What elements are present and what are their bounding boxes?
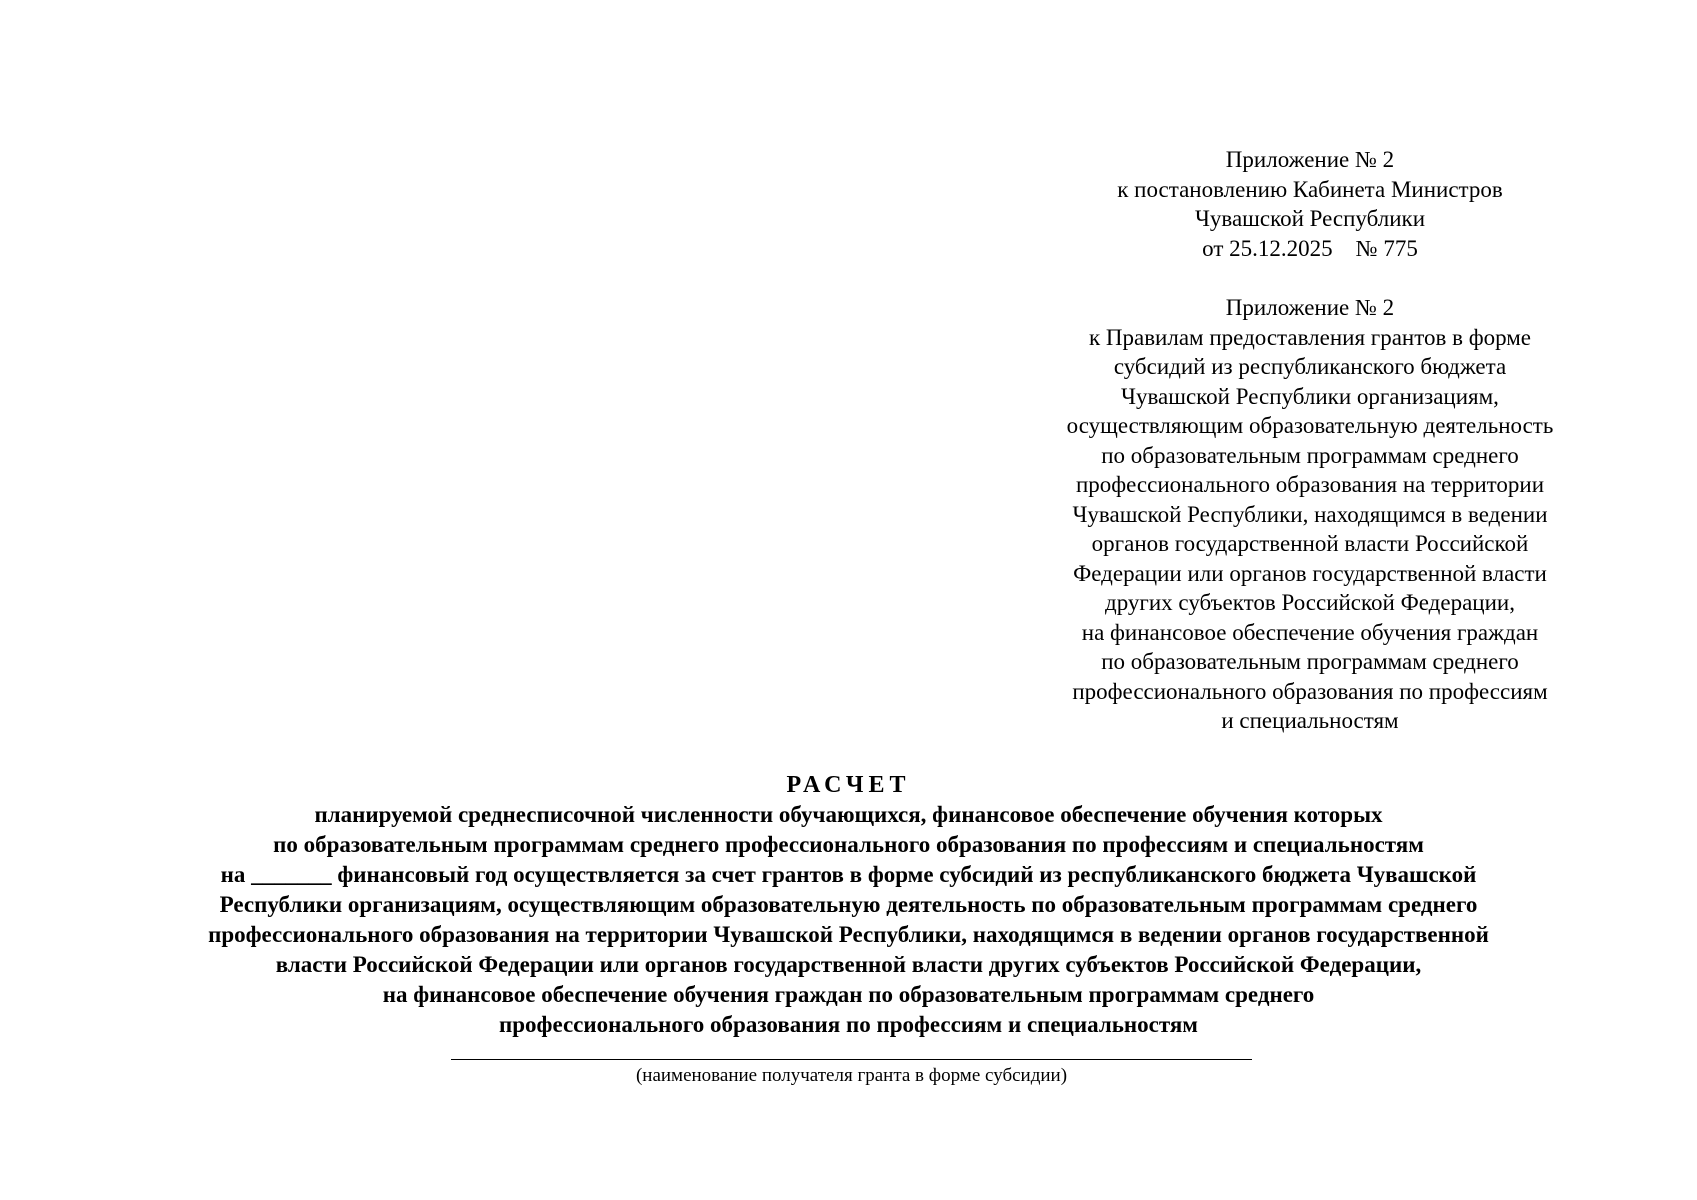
recipient-name-caption: (наименование получателя гранта в форме субсидии) (635, 1065, 1068, 1086)
appendix-resolution-line-3: Чувашской Республики (1194, 206, 1426, 231)
appendix-rules-line-3: субсидий из республиканского бюджета (1113, 354, 1507, 379)
appendix-rules-line-4: Чувашской Республики организациям, (1121, 383, 1499, 409)
appendix-rules-line-5: осуществляющим образовательную деятельность (1066, 413, 1554, 438)
appendix-rules-line-8: Чувашской Республики, находящимся в ведении (1072, 501, 1548, 527)
calculation-title-line-1: планируемой среднесписочной численности обучающихся, финансовое обеспечение обучения которых (314, 802, 1383, 827)
calculation-title-line-3: на _______ финансовый год осуществляется за счет грантов в форме субсидий из республиканского бюджета Чувашской (220, 862, 1477, 887)
calculation-title-line-8: профессионального образования по профессиям и специальностям (499, 1012, 1198, 1037)
appendix-rules-line-7: профессионального образования на территории (1075, 472, 1545, 497)
calculation-title-line-5: профессионального образования на территории Чувашской Республики, находящимся в ведении органов государственной (208, 922, 1489, 947)
calculation-title-line-7: на финансовое обеспечение обучения граждан по образовательным программам среднего (382, 982, 1315, 1007)
calculation-title-line-6: власти Российской Федерации или органов государственной власти других субъектов Российской Федерации, (275, 952, 1422, 977)
appendix-resolution-line-4: от 25.12.2025 № 775 (1202, 235, 1418, 261)
appendix-resolution-line-1: Приложение № 2 (1225, 147, 1395, 172)
appendix-rules-line-14: профессионального образования по профессиям (1072, 678, 1548, 704)
calculation-title-block (0, 770, 1697, 1040)
calculation-title-line-2: по образовательным программам среднего профессионального образования по профессиям и специальностям (273, 832, 1424, 857)
appendix-rules-line-2: к Правилам предоставления грантов в форме (1088, 324, 1532, 350)
appendix-rules-line-15: и специальностям (1221, 708, 1399, 733)
appendix-rules-line-9: органов государственной власти Российской (1091, 531, 1529, 556)
appendix-rules-line-13: по образовательным программам среднего (1101, 649, 1519, 674)
appendix-rules-line-6: по образовательным программам среднего (1101, 442, 1519, 468)
appendix-rules-line-10: Федерации или органов государственной власти (1073, 560, 1547, 586)
appendix-resolution-block (1010, 145, 1610, 263)
calculation-title-line-4: Республики организациям, осуществляющим образовательную деятельность по образовательным программам среднего (219, 892, 1478, 917)
recipient-name-underline (451, 1059, 1252, 1060)
appendix-rules-line-12: на финансовое обеспечение обучения граждан (1081, 619, 1539, 645)
appendix-rules-block (1010, 293, 1610, 736)
appendix-rules-line-11: других субъектов Российской Федерации, (1105, 590, 1515, 615)
appendix-rules-line-1: Приложение № 2 (1225, 295, 1395, 320)
appendix-resolution-line-2: к постановлению Кабинета Министров (1117, 176, 1503, 202)
calculation-heading: РАСЧЕТ (786, 772, 911, 798)
